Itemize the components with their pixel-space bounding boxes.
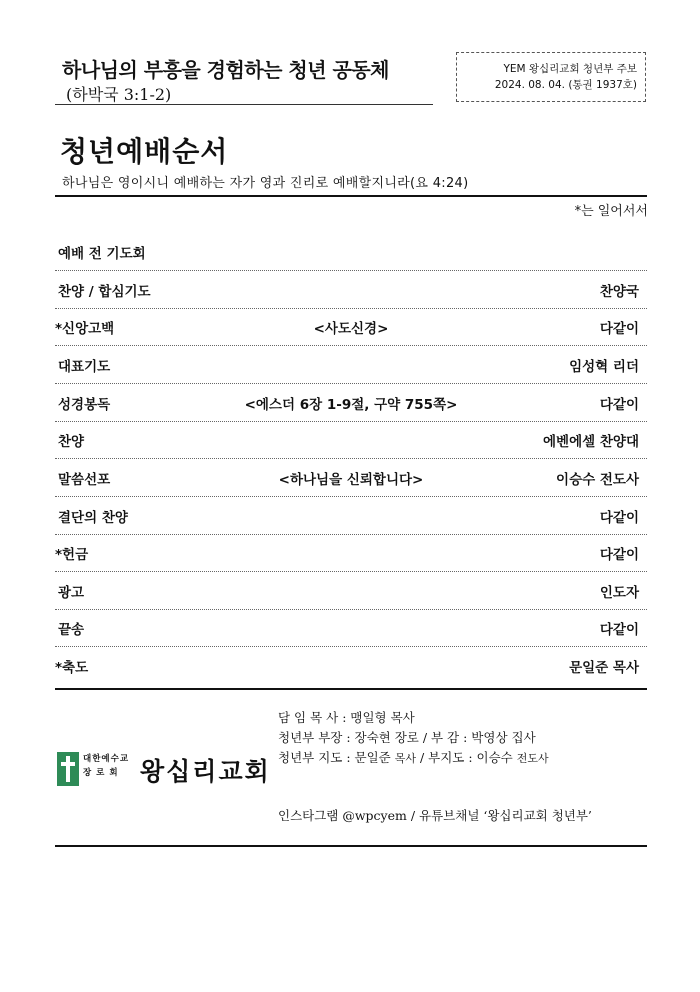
order-detail: <사도신경> bbox=[313, 321, 389, 337]
church-logo-name: 왕십리교회 bbox=[140, 757, 271, 786]
theme-divider bbox=[55, 104, 433, 105]
order-leader: 다같이 bbox=[599, 622, 639, 638]
order-item: *축도 bbox=[55, 660, 89, 676]
order-item: 성경봉독 bbox=[58, 397, 111, 413]
order-leader: 문일준 목사 bbox=[569, 660, 639, 676]
staff-guide-name: 청년부 지도 : 문일준 bbox=[278, 750, 391, 765]
order-item: 끝송 bbox=[58, 622, 85, 638]
order-row bbox=[55, 534, 647, 572]
order-leader: 다같이 bbox=[599, 510, 639, 526]
order-item: 찬양 bbox=[58, 434, 85, 450]
order-row bbox=[55, 459, 647, 497]
scripture-verse: 하나님은 영이시니 예배하는 자가 영과 진리로 예배할지니라(요 4:24) bbox=[62, 176, 469, 191]
order-leader: 다같이 bbox=[599, 547, 639, 563]
order-item: 대표기도 bbox=[58, 359, 111, 375]
order-row bbox=[55, 497, 647, 535]
title-divider bbox=[55, 195, 647, 197]
social-links: 인스타그램 @wpcyem / 유튜브채널 ‘왕십리교회 청년부’ bbox=[278, 808, 592, 823]
order-leader: 에벤에셀 찬양대 bbox=[543, 434, 639, 450]
publication-name: YEM 왕십리교회 청년부 주보 bbox=[503, 63, 637, 75]
order-row bbox=[55, 271, 647, 309]
denomination-line2: 장 로 회 bbox=[83, 768, 119, 778]
order-leader: 다같이 bbox=[599, 321, 639, 337]
order-row bbox=[55, 384, 647, 422]
order-item: *신앙고백 bbox=[55, 321, 115, 337]
order-leader: 인도자 bbox=[599, 585, 639, 601]
order-item: 결단의 찬양 bbox=[58, 510, 128, 526]
order-detail: <에스더 6장 1-9절, 구약 755쪽> bbox=[244, 397, 458, 413]
order-item: *헌금 bbox=[55, 547, 89, 563]
order-item: 찬양 / 합심기도 bbox=[58, 284, 151, 300]
order-row-divider bbox=[55, 233, 647, 271]
order-row bbox=[55, 609, 647, 647]
order-row bbox=[55, 421, 647, 459]
order-row bbox=[55, 647, 647, 684]
order-bottom-divider bbox=[55, 688, 647, 690]
order-item: 광고 bbox=[58, 585, 85, 601]
order-leader: 다같이 bbox=[599, 397, 639, 413]
order-item: 예배 전 기도회 bbox=[58, 246, 146, 262]
staff-directors: 청년부 부장 : 장숙현 장로 / 부 감 : 박영상 집사 bbox=[278, 730, 536, 745]
publication-date: 2024. 08. 04. (통권 1937호) bbox=[494, 79, 637, 91]
footer-divider bbox=[55, 845, 647, 847]
order-leader: 임성혁 리더 bbox=[569, 359, 639, 375]
order-leader: 찬양국 bbox=[599, 284, 639, 300]
staff-senior-pastor: 담 임 목 사 : 맹일형 목사 bbox=[278, 710, 415, 725]
page-title: 청년예배순서 bbox=[60, 135, 229, 168]
stand-note: *는 일어서서 bbox=[574, 204, 648, 219]
order-row bbox=[55, 572, 647, 610]
publication-box bbox=[456, 52, 646, 102]
staff-list bbox=[278, 708, 549, 769]
staff-guide-title: 목사 bbox=[394, 752, 416, 765]
denomination-line1: 대한예수교 bbox=[83, 754, 130, 764]
theme-reference: (하박국 3:1-2) bbox=[66, 85, 172, 104]
order-item: 말씀선포 bbox=[58, 472, 111, 488]
staff-subguide-title: 전도사 bbox=[516, 752, 549, 765]
order-leader: 이승수 전도사 bbox=[556, 472, 639, 488]
order-row bbox=[55, 346, 647, 384]
denomination-label bbox=[83, 752, 129, 780]
staff-guidance bbox=[278, 748, 549, 769]
staff-subguide-name: / 부지도 : 이승수 bbox=[415, 750, 513, 765]
order-row bbox=[55, 308, 647, 346]
order-detail: <하나님을 신뢰합니다> bbox=[278, 472, 424, 488]
church-cross-icon bbox=[57, 752, 79, 786]
theme-title: 하나님의 부흥을 경험하는 청년 공동체 bbox=[62, 58, 389, 82]
